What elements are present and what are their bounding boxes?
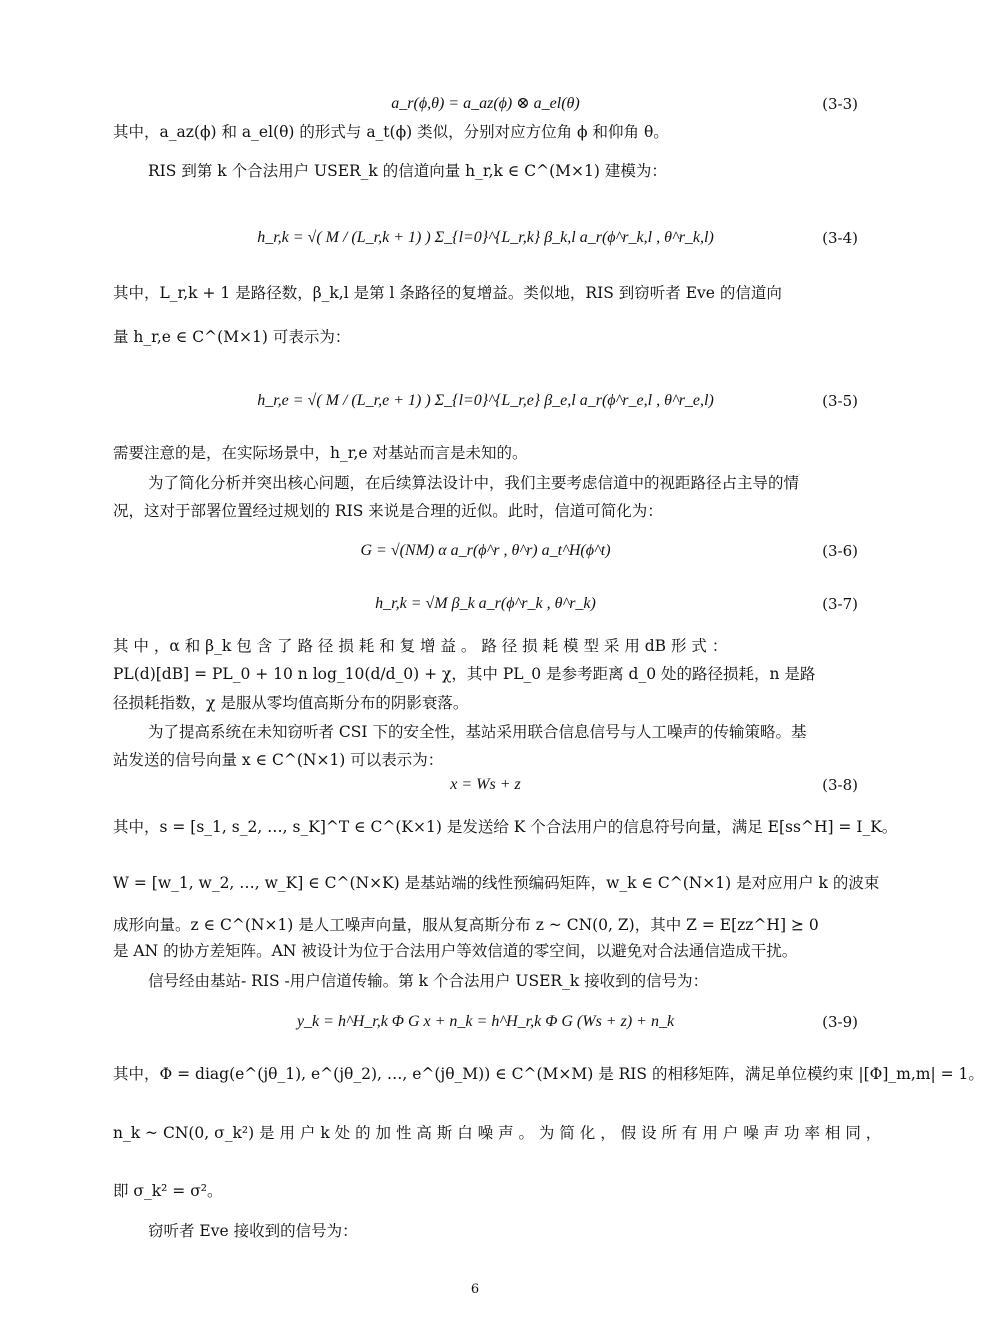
equation-number-eq37: (3-7) <box>822 595 858 613</box>
text-line-l12: 站发送的信号向量 x ∈ C^(N×1) 可以表示为： <box>113 751 444 769</box>
text-line-l13: 其中，s = [s_1, s_2, …, s_K]^T ∈ C^(K×1) 是发送给 K 个合法用户的信息符号向量，满足 E[ss^H] = I_K。 <box>113 818 898 836</box>
text-line-l14: W = [w_1, w_2, …, w_K] ∈ C^(N×K) 是基站端的线性预编码矩阵，w_k ∈ C^(N×1) 是对应用户 k 的波束 <box>113 874 880 892</box>
text-line-l19: n_k ~ CN(0, σ_k²) 是 用 户 k 处 的 加 性 高 斯 白 噪 声 。 为 简 化 ， 假 设 所 有 用 户 噪 声 功 率 相 同 ， <box>113 1124 882 1142</box>
equation-eq38: x = Ws + z <box>450 776 521 793</box>
equation-number-eq35: (3-5) <box>822 392 858 410</box>
page-number: 6 <box>470 1282 480 1297</box>
text-line-l9: PL(d)[dB] = PL_0 + 10 n log_10(d/d_0) + χ，其中 PL_0 是参考距离 d_0 处的路径损耗，n 是路 <box>113 665 816 683</box>
equation-number-eq36: (3-6) <box>822 542 858 560</box>
equation-eq33: a_r(ϕ,θ) = a_az(ϕ) ⊗ a_el(θ) <box>391 95 580 112</box>
equation-number-eq38: (3-8) <box>822 776 858 794</box>
text-line-l1: 其中，a_az(ϕ) 和 a_el(θ) 的形式与 a_t(ϕ) 类似，分别对应方位角 ϕ 和仰角 θ。 <box>113 123 669 141</box>
text-line-l17: 信号经由基站- RIS -用户信道传输。第 k 个合法用户 USER_k 接收到的信号为： <box>148 972 709 990</box>
equation-eq37: h_r,k = √M β_k a_r(ϕ^r_k , θ^r_k) <box>375 595 596 612</box>
text-line-l20: 即 σ_k² = σ²。 <box>113 1182 223 1200</box>
equation-number-eq39: (3-9) <box>822 1013 858 1031</box>
text-line-l7: 况，这对于部署位置经过规划的 RIS 来说是合理的近似。此时，信道可简化为： <box>113 502 663 520</box>
equation-eq36: G = √(NM) α a_r(ϕ^r , θ^r) a_t^H(ϕ^t) <box>360 542 611 559</box>
equation-eq34: h_r,k = √( M / (L_r,k + 1) ) Σ_{l=0}^{L_r,k} β_k,l a_r(ϕ^r_k,l , θ^r_k,l) <box>257 229 714 246</box>
text-line-l8: 其 中 ，α 和 β_k 包 含 了 路 径 损 耗 和 复 增 益 。 路 径 损 耗 模 型 采 用 dB 形 式 ： <box>113 637 728 655</box>
text-line-l21: 窃听者 Eve 接收到的信号为： <box>148 1222 358 1240</box>
equation-eq35: h_r,e = √( M / (L_r,e + 1) ) Σ_{l=0}^{L_r,e} β_e,l a_r(ϕ^r_e,l , θ^r_e,l) <box>257 392 714 409</box>
text-line-l10: 径损耗指数，χ 是服从零均值高斯分布的阴影衰落。 <box>113 694 469 712</box>
equation-eq39: y_k = h^H_r,k Φ G x + n_k = h^H_r,k Φ G (Ws + z) + n_k <box>296 1013 675 1030</box>
text-line-l18: 其中，Φ = diag(e^(jθ_1), e^(jθ_2), …, e^(jθ_M)) ∈ C^(M×M) 是 RIS 的相移矩阵，满足单位模约束 |[Φ]_m,m| = 1。 <box>113 1065 984 1083</box>
text-line-l3: 其中，L_r,k + 1 是路径数，β_k,l 是第 l 条路径的复增益。类似地，RIS 到窃听者 Eve 的信道向 <box>113 284 782 302</box>
text-line-l4: 量 h_r,e ∈ C^(M×1) 可表示为： <box>113 328 351 346</box>
equation-number-eq34: (3-4) <box>822 229 858 247</box>
text-line-l16: 是 AN 的协方差矩阵。AN 被设计为位于合法用户等效信道的零空间，以避免对合法通信造成干扰。 <box>113 942 798 960</box>
text-line-l6: 为了简化分析并突出核心问题，在后续算法设计中，我们主要考虑信道中的视距路径占主导的情 <box>148 474 800 492</box>
text-line-l5: 需要注意的是，在实际场景中，h_r,e 对基站而言是未知的。 <box>113 444 528 462</box>
text-line-l15: 成形向量。z ∈ C^(N×1) 是人工噪声向量，服从复高斯分布 z ~ CN(0, Z)，其中 Z = E[zz^H] ⪰ 0 <box>113 916 819 934</box>
text-line-l11: 为了提高系统在未知窃听者 CSI 下的安全性，基站采用联合信息信号与人工噪声的传输策略。基 <box>148 723 807 741</box>
text-line-l2: RIS 到第 k 个合法用户 USER_k 的信道向量 h_r,k ∈ C^(M×1) 建模为： <box>148 162 667 180</box>
equation-number-eq33: (3-3) <box>822 95 858 113</box>
